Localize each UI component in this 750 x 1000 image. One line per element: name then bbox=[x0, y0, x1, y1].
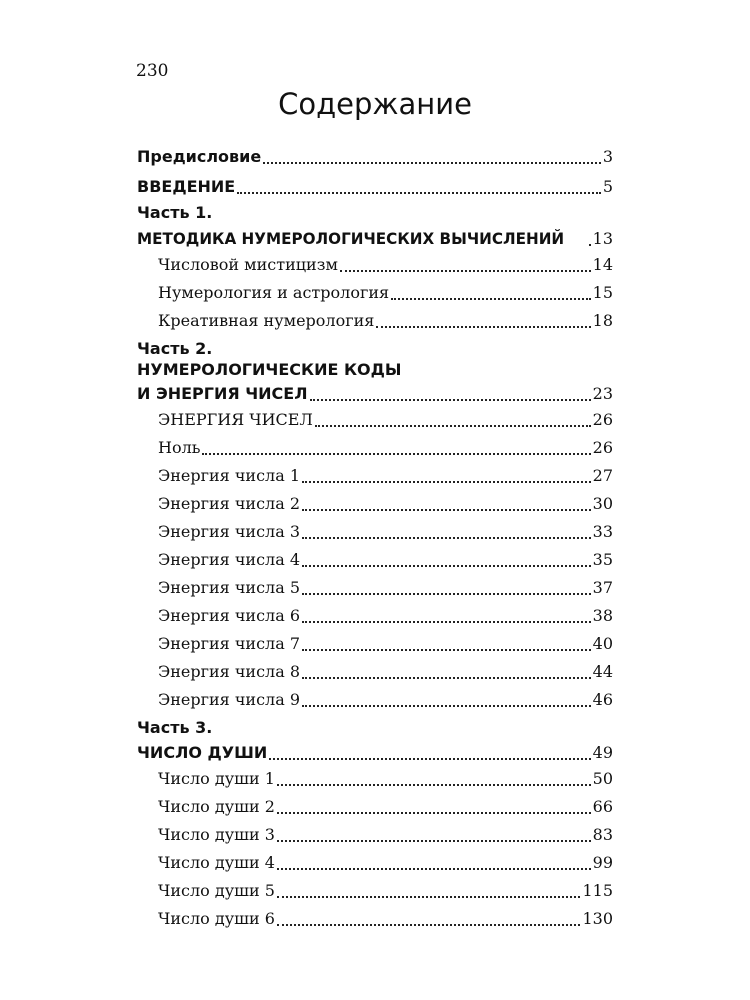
toc-entry-page: 130 bbox=[582, 909, 613, 928]
dot-leader bbox=[302, 593, 591, 595]
toc-entry-page: 66 bbox=[592, 797, 613, 816]
toc-entry-page: 99 bbox=[592, 853, 613, 872]
toc-entry-label: Энергия числа 9 bbox=[158, 690, 301, 709]
toc-entry-page: 115 bbox=[582, 881, 613, 900]
dot-leader bbox=[302, 481, 591, 483]
dot-leader bbox=[277, 840, 591, 842]
toc-subentry[interactable] bbox=[158, 604, 613, 628]
dot-leader bbox=[302, 677, 591, 679]
toc-entry-label: Энергия числа 6 bbox=[158, 606, 301, 625]
toc-entry-label: ВВЕДЕНИЕ bbox=[137, 177, 236, 196]
toc-entry-label: Число души 2 bbox=[158, 797, 275, 816]
toc-subentry[interactable] bbox=[158, 688, 613, 712]
toc-entry-page: 30 bbox=[592, 494, 613, 513]
toc-entry-label: Числовой мистицизм bbox=[158, 255, 338, 274]
dot-leader bbox=[277, 896, 581, 898]
toc-entry-label: Энергия числа 8 bbox=[158, 662, 301, 681]
toc-entry-part1[interactable] bbox=[137, 227, 613, 251]
toc-subentry[interactable] bbox=[158, 660, 613, 684]
toc-subentry[interactable] bbox=[158, 767, 613, 791]
toc-entry-label: ЭНЕРГИЯ ЧИСЕЛ bbox=[158, 410, 313, 429]
dot-leader bbox=[391, 298, 591, 300]
toc-subentry[interactable] bbox=[158, 907, 613, 931]
page-number: 230 bbox=[136, 61, 169, 81]
toc-entry-label: Число души 5 bbox=[158, 881, 275, 900]
toc-entry-page: 26 bbox=[592, 438, 613, 457]
dot-leader bbox=[302, 621, 591, 623]
toc-entry-label: Энергия числа 4 bbox=[158, 550, 301, 569]
toc-subentry[interactable] bbox=[158, 408, 613, 432]
toc-entry-label: Энергия числа 7 bbox=[158, 634, 301, 653]
toc-entry-page: 44 bbox=[592, 662, 613, 681]
part-heading: Часть 3. bbox=[137, 718, 213, 737]
toc-entry-label: Энергия числа 1 bbox=[158, 466, 301, 485]
toc-entry-label: Число души 1 bbox=[158, 769, 275, 788]
toc-entry-page: 5 bbox=[602, 177, 613, 196]
toc-entry-page: 35 bbox=[592, 550, 613, 569]
part-title-line: НУМЕРОЛОГИЧЕСКИЕ КОДЫ bbox=[137, 360, 402, 379]
dot-leader bbox=[302, 537, 591, 539]
toc-entry-label: Энергия числа 2 bbox=[158, 494, 301, 513]
toc-subentry[interactable] bbox=[158, 309, 613, 333]
toc-entry-page: 27 bbox=[592, 466, 613, 485]
dot-leader bbox=[302, 705, 591, 707]
toc-subentry[interactable] bbox=[158, 436, 613, 460]
toc-entry-page: 50 bbox=[592, 769, 613, 788]
dot-leader bbox=[277, 868, 591, 870]
toc-entry-label: Нумерология и астрология bbox=[158, 283, 390, 302]
toc-entry-page: 26 bbox=[592, 410, 613, 429]
dot-leader bbox=[277, 924, 581, 926]
toc-entry-preface[interactable] bbox=[137, 145, 613, 169]
dot-leader bbox=[269, 758, 590, 760]
toc-entry-part3[interactable] bbox=[137, 741, 613, 765]
toc-entry-page: 14 bbox=[592, 255, 613, 274]
toc-entry-label: Число души 4 bbox=[158, 853, 275, 872]
toc-entry-label: Число души 3 bbox=[158, 825, 275, 844]
toc-entry-page: 3 bbox=[602, 147, 613, 166]
toc-subentry[interactable] bbox=[158, 879, 613, 903]
toc-subentry[interactable] bbox=[158, 795, 613, 819]
page-title: Содержание bbox=[278, 87, 472, 121]
toc-entry-page: 37 bbox=[592, 578, 613, 597]
toc-subentry[interactable] bbox=[158, 281, 613, 305]
toc-entry-page: 15 bbox=[592, 283, 613, 302]
dot-leader bbox=[302, 565, 591, 567]
toc-entry-label: МЕТОДИКА НУМЕРОЛОГИЧЕСКИХ ВЫЧИСЛЕНИЙ bbox=[137, 229, 565, 248]
toc-subentry[interactable] bbox=[158, 576, 613, 600]
toc-entry-part2[interactable] bbox=[137, 382, 613, 406]
dot-leader bbox=[302, 649, 591, 651]
toc-entry-page: 49 bbox=[592, 743, 613, 762]
toc-entry-label: Энергия числа 5 bbox=[158, 578, 301, 597]
dot-leader bbox=[263, 162, 601, 164]
toc-entry-page: 33 bbox=[592, 522, 613, 541]
dot-leader bbox=[237, 192, 601, 194]
part-heading: Часть 1. bbox=[137, 203, 213, 222]
toc-subentry[interactable] bbox=[158, 492, 613, 516]
toc-entry-page: 13 bbox=[592, 229, 613, 248]
toc-entry-page: 40 bbox=[592, 634, 613, 653]
toc-entry-label: Число души 6 bbox=[158, 909, 275, 928]
toc-entry-page: 46 bbox=[592, 690, 613, 709]
toc-entry-page: 38 bbox=[592, 606, 613, 625]
dot-leader bbox=[302, 509, 591, 511]
toc-subentry[interactable] bbox=[158, 464, 613, 488]
toc-subentry[interactable] bbox=[158, 851, 613, 875]
toc-subentry[interactable] bbox=[158, 548, 613, 572]
dot-leader bbox=[340, 270, 591, 272]
dot-leader bbox=[310, 399, 591, 401]
dot-leader bbox=[315, 425, 591, 427]
toc-subentry[interactable] bbox=[158, 520, 613, 544]
toc-subentry[interactable] bbox=[158, 632, 613, 656]
dot-leader bbox=[589, 244, 591, 246]
toc-entry-page: 83 bbox=[592, 825, 613, 844]
toc-entry-label: Креативная нумерология bbox=[158, 311, 375, 330]
toc-entry-label: И ЭНЕРГИЯ ЧИСЕЛ bbox=[137, 384, 308, 403]
part-heading: Часть 2. bbox=[137, 339, 213, 358]
toc-entry-label: Ноль bbox=[158, 438, 201, 457]
toc-subentry[interactable] bbox=[158, 253, 613, 277]
dot-leader bbox=[376, 326, 590, 328]
toc-entry-page: 23 bbox=[592, 384, 613, 403]
toc-entry-label: Энергия числа 3 bbox=[158, 522, 301, 541]
toc-entry-label: ЧИСЛО ДУШИ bbox=[137, 743, 268, 762]
dot-leader bbox=[277, 812, 591, 814]
dot-leader bbox=[277, 784, 591, 786]
toc-entry-page: 18 bbox=[592, 311, 613, 330]
toc-subentry[interactable] bbox=[158, 823, 613, 847]
dot-leader bbox=[202, 453, 590, 455]
toc-entry-intro[interactable] bbox=[137, 175, 613, 199]
toc-entry-label: Предисловие bbox=[137, 147, 262, 166]
